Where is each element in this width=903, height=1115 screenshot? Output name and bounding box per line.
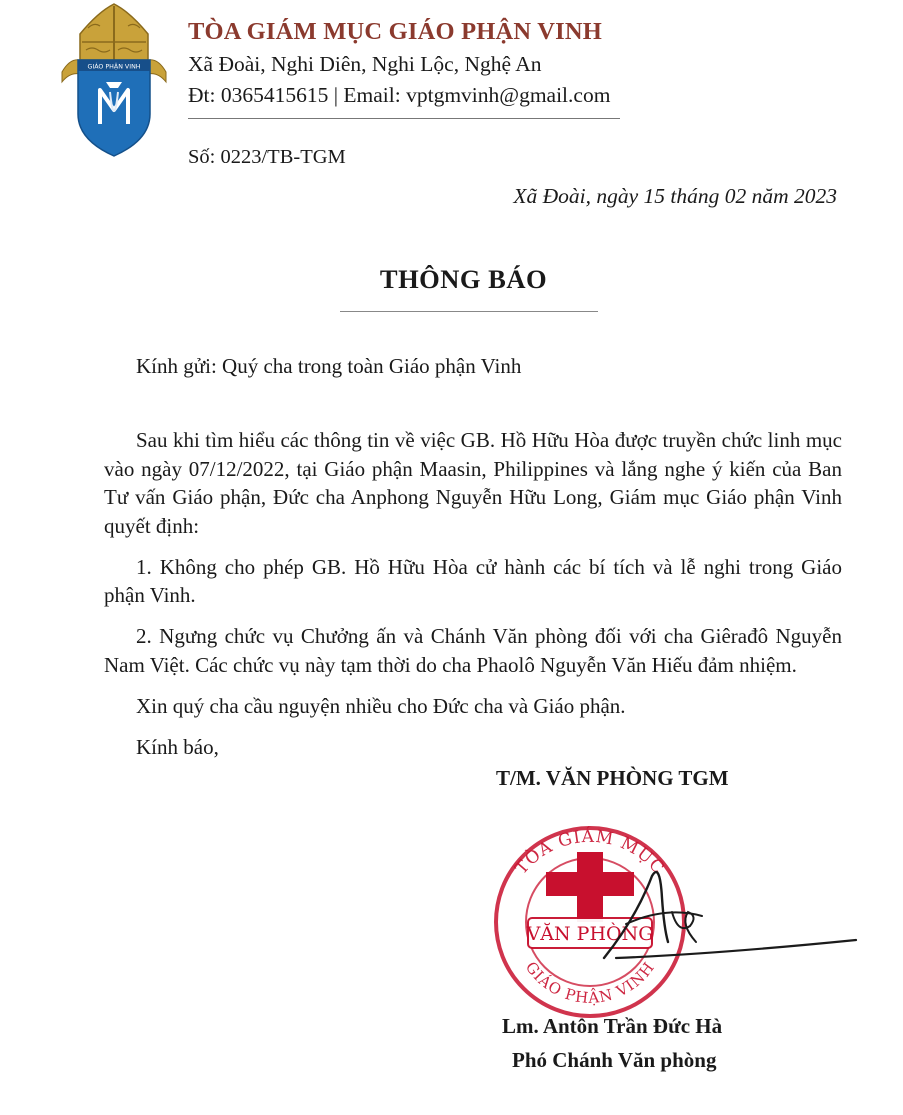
official-stamp xyxy=(476,808,861,1020)
organization-address: Xã Đoài, Nghi Diên, Nghi Lộc, Nghệ An xyxy=(188,52,542,76)
header-divider xyxy=(188,118,620,119)
logo-text: GIÁO PHẬN VINH xyxy=(87,63,141,71)
decision-item-1: 1. Không cho phép GB. Hồ Hữu Hòa cử hành các bí tích và lễ nghi trong Giáo phận Vinh. xyxy=(104,554,842,607)
closing-line: Kính báo, xyxy=(136,734,219,759)
signatory-title: T/M. VĂN PHÒNG TGM xyxy=(496,766,729,790)
organization-contact: Đt: 0365415615 | Email: vptgmvinh@gmail.com xyxy=(188,83,611,107)
decision-item-2: 2. Ngưng chức vụ Chưởng ấn và Chánh Văn phòng đối với cha Giêrađô Nguyễn Nam Việt. Các chức vụ này tạm thời do cha Phaolô Nguyễn Văn Hiếu đảm nhiệm. xyxy=(104,624,842,677)
stamp-top-text: TÒA GIÁM MỤC xyxy=(511,826,669,879)
greeting: Kính gửi: Quý cha trong toàn Giáo phận Vinh xyxy=(136,354,522,378)
organization-name: TÒA GIÁM MỤC GIÁO PHẬN VINH xyxy=(188,18,602,45)
document-body xyxy=(104,426,842,774)
shield-icon xyxy=(78,60,150,156)
intro-paragraph: Sau khi tìm hiểu các thông tin về việc GB. Hồ Hữu Hòa được truyền chức linh mục vào ngày 07/12/2022, tại Giáo phận Maasin, Philippines và lắng nghe ý kiến của Ban Tư vấn Giáo phận, Đức cha Anphong Nguyễn Hữu Long, Giám mục Giáo phận Vinh quyết định: xyxy=(104,428,842,538)
red-cross-icon xyxy=(546,852,634,922)
prayer-request: Xin quý cha cầu nguyện nhiều cho Đức cha và Giáo phận. xyxy=(136,693,626,718)
document-title: THÔNG BÁO xyxy=(379,264,548,294)
place-date: Xã Đoài, ngày 15 tháng 02 năm 2023 xyxy=(513,184,837,208)
diocese-logo xyxy=(58,2,170,160)
signer-name: Lm. Antôn Trần Đức Hà xyxy=(502,1014,723,1038)
reference-number: Số: 0223/TB-TGM xyxy=(188,146,346,168)
stamp-bottom-text: GIÁO PHẬN VINH xyxy=(521,958,659,1007)
title-underline xyxy=(340,311,598,312)
signer-role: Phó Chánh Văn phòng xyxy=(512,1048,717,1072)
stamp-center-text: VĂN PHÒNG xyxy=(526,923,654,945)
